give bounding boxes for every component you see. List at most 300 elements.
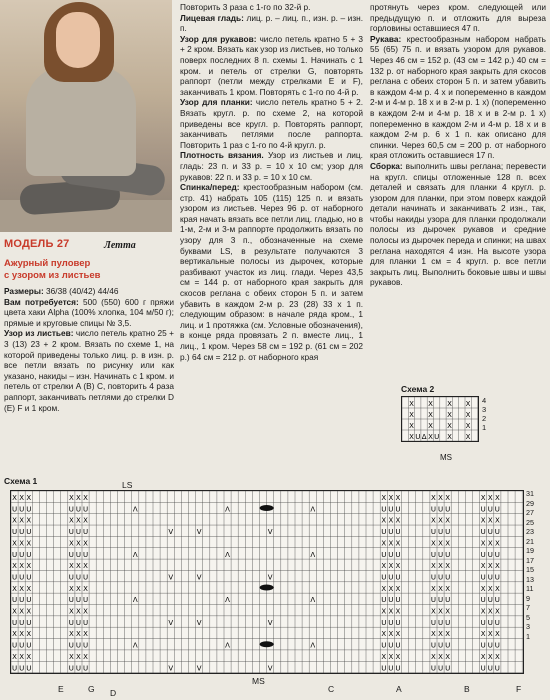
chart-symbol: X — [395, 607, 401, 616]
chart-symbol: X — [487, 607, 493, 616]
chart-symbol: U — [434, 433, 440, 441]
chart-symbol: U — [395, 596, 401, 605]
chart-symbol: U — [437, 596, 444, 605]
chart-symbol: X — [76, 562, 81, 571]
chart-symbol: X — [438, 584, 443, 593]
chart-symbol: U — [395, 618, 401, 627]
arrow-label-c: C — [328, 684, 335, 694]
chart-symbol: X — [487, 562, 493, 571]
paragraph: Плотность вязания. Узор из листьев и лиц. гладь: 23 п. и 33 р. = 10 x 10 см; узор для рукавов: 22 п. и 33 р. = 10 x 10 см. — [180, 150, 363, 182]
chart-symbol: U — [75, 664, 82, 673]
chart-symbol: X — [388, 516, 394, 525]
chart-symbol: U — [494, 641, 500, 650]
chart-symbol: U — [19, 505, 25, 514]
chart-symbol: U — [494, 505, 500, 514]
chart-symbol: X — [68, 630, 74, 639]
text-column-1 — [4, 286, 174, 413]
chart-symbol: U — [68, 664, 74, 673]
chart-symbol: U — [75, 550, 82, 559]
paragraph: Узор для рукавов: число петель кратно 5 + 3 + 2 кром. Вязать как узор из листьев, но только поверх последних 8 п. схемы 1. Начинать с 1 кром. и петель от стрелки G, повторять раппорт (петли между стрелками E и F), заканчивать 1 кром. Повторять с 1-го по 4-й р. — [180, 33, 363, 97]
chart-symbol: U — [11, 618, 18, 627]
model-title: МОДЕЛЬ 27 — [4, 238, 70, 250]
chart-symbol: X — [381, 562, 387, 571]
chart-symbol: X — [431, 652, 436, 661]
chart-symbol: U — [430, 550, 437, 559]
chart-symbol: U — [11, 550, 18, 559]
scheme-2-ms-label: MS — [440, 453, 452, 462]
chart-symbol: X — [465, 411, 471, 419]
chart-symbol: U — [388, 618, 394, 627]
chart-symbol: X — [76, 652, 81, 661]
chart-symbol: X — [480, 630, 486, 639]
chart-symbol: U — [480, 505, 486, 514]
chart-symbol: U — [68, 641, 74, 650]
chart-symbol: X — [438, 652, 443, 661]
paragraph: Рукава: крестообразным набором набрать 55 (65) 75 п. и вязать узором для рукавов. Через 46 см = 152 р. (43 см = 142 р.) 40 см = 132 р. от наборного края закрыть для скосов реглана с обеих сторон 5 п. и затем убавить в каждом 4-м р. 4 x и попеременно в каждом 2-м и 4-м р. 18 x и в 2-м р. 1 x) (попеременно в каждом 2-м и 4-м р. 18 x и в 2-м р. 1 x) попеременно в каждом 2-м и 4-м р. 18 x и в каждом 2-м р. 6 x 1 п. как описано для спинки. Через 60,5 см = 200 р. от наборного края отложить оставшиеся 17 п. — [370, 33, 546, 161]
chart-symbol: U — [75, 573, 82, 582]
row-number: 31 — [526, 489, 534, 498]
arrow-label-b: B — [464, 684, 470, 694]
chart-symbol: X — [494, 652, 500, 661]
chart-symbol: X — [431, 516, 436, 525]
chart-symbol: U — [430, 528, 437, 537]
chart-symbol: X — [12, 630, 17, 639]
chart-symbol: X — [68, 516, 74, 525]
chart-symbol: U — [68, 573, 74, 582]
chart-symbol: U — [68, 528, 74, 537]
chart-symbol: U — [395, 528, 401, 537]
chart-bobble — [260, 505, 274, 511]
chart-symbol: V — [168, 664, 174, 673]
chart-symbol: X — [487, 630, 493, 639]
arrow-label-d: D — [110, 688, 117, 698]
ls-label: LS — [122, 480, 133, 490]
chart-symbol: U — [388, 664, 394, 673]
chart-symbol: X — [12, 652, 17, 661]
chart-symbol: U — [494, 618, 500, 627]
text-column-2 — [180, 2, 363, 362]
chart-symbol: X — [494, 562, 500, 571]
chart-symbol: U — [480, 573, 486, 582]
chart-symbol: X — [83, 539, 88, 548]
chart-symbol: U — [480, 641, 486, 650]
chart-symbol: U — [395, 641, 401, 650]
chart-symbol: X — [76, 607, 81, 616]
chart-symbol: Λ — [132, 505, 138, 514]
subtitle — [4, 258, 124, 281]
chart-symbol: Λ — [225, 596, 230, 605]
paragraph: Узор для планки: число петель кратно 5 + 2. Вязать кругл. р. по схеме 2, на которой приведены все кругл. р. Повторять раппорт, заканчивать петлями после раппорта. Повторить 1 раз с 1-го по 4-й кругл. р. — [180, 97, 363, 150]
chart-symbol: X — [388, 630, 394, 639]
subtitle-line-2: с узором из листьев — [4, 269, 101, 281]
chart-symbol: X — [19, 516, 25, 525]
chart-symbol: V — [267, 618, 273, 627]
chart-symbol: X — [438, 607, 443, 616]
chart-symbol: X — [26, 630, 32, 639]
chart-symbol: U — [480, 664, 486, 673]
chart-symbol: X — [494, 607, 500, 616]
chart-symbol: X — [445, 584, 451, 593]
row-number: 17 — [526, 555, 534, 565]
chart-symbol: X — [445, 607, 451, 616]
chart-symbol: U — [75, 618, 82, 627]
chart-symbol: U — [437, 664, 444, 673]
paragraph: протянуть через кром. следующей или предыдущую п. и отложить для выреза горловины оставшиеся 47 п. — [370, 2, 546, 34]
chart-symbol: V — [267, 528, 273, 537]
chart-symbol: U — [430, 618, 437, 627]
chart-symbol: V — [196, 528, 202, 537]
chart-bobble — [260, 584, 274, 590]
chart-symbol: X — [26, 539, 32, 548]
chart-symbol: X — [445, 562, 451, 571]
scheme-1-title: Схема 1 — [4, 476, 38, 486]
chart-symbol: X — [19, 652, 25, 661]
chart-symbol: U — [480, 550, 486, 559]
chart-symbol: X — [480, 607, 486, 616]
paragraph: Размеры: 36/38 (40/42) 44/46 — [4, 286, 119, 296]
chart-symbol: X — [487, 494, 493, 502]
chart-symbol: U — [437, 618, 444, 627]
chart-symbol: X — [445, 494, 451, 502]
chart-symbol: X — [395, 516, 401, 525]
row-number: 25 — [526, 517, 534, 527]
chart-symbol: U — [381, 618, 387, 627]
arrow-label-e: E — [58, 684, 64, 694]
paragraph: Лицевая гладь: лиц. р. – лиц. п., изн. р. – изн. п. — [180, 12, 364, 34]
chart-symbol: X — [431, 584, 436, 593]
chart-symbol: U — [437, 505, 444, 514]
chart-symbol: X — [388, 584, 394, 593]
chart-symbol: X — [388, 494, 394, 502]
chart-symbol: X — [19, 494, 25, 502]
chart-symbol: U — [445, 641, 451, 650]
chart-symbol: X — [438, 494, 443, 502]
chart-symbol: X — [76, 539, 81, 548]
chart-symbol: U — [381, 596, 387, 605]
chart-symbol: X — [83, 630, 88, 639]
chart-symbol: V — [168, 528, 174, 537]
scheme-1-grid — [10, 490, 524, 674]
chart-symbol: U — [11, 505, 18, 514]
chart-symbol: V — [168, 618, 174, 627]
chart-symbol: X — [26, 652, 32, 661]
chart-symbol: X — [19, 562, 25, 571]
chart-symbol: X — [83, 562, 88, 571]
chart-symbol: X — [12, 584, 17, 593]
chart-symbol: U — [19, 596, 25, 605]
chart-symbol: X — [68, 584, 74, 593]
chart-symbol: X — [12, 494, 17, 502]
chart-symbol: X — [428, 411, 433, 419]
chart-symbol: X — [447, 422, 452, 430]
chart-symbol: U — [11, 573, 18, 582]
chart-symbol: X — [68, 607, 74, 616]
chart-symbol: X — [381, 516, 387, 525]
chart-symbol: U — [68, 550, 74, 559]
chart-symbol: U — [487, 596, 493, 605]
chart-symbol: U — [487, 641, 493, 650]
row-number: 1 — [526, 631, 530, 641]
chart-symbol: X — [409, 400, 414, 408]
chart-symbol: X — [465, 400, 471, 408]
chart-symbol: U — [437, 573, 444, 582]
chart-symbol: U — [26, 641, 32, 650]
chart-symbol: U — [82, 664, 89, 673]
chart-symbol: U — [82, 505, 89, 514]
text-column-3 — [370, 2, 546, 288]
chart-symbol: X — [445, 539, 451, 548]
chart-symbol: U — [75, 641, 82, 650]
chart-symbol: X — [76, 516, 81, 525]
chart-symbol: U — [494, 573, 500, 582]
chart-symbol: X — [83, 516, 88, 525]
chart-symbol: U — [487, 573, 493, 582]
chart-symbol: X — [480, 584, 486, 593]
chart-symbol: X — [395, 630, 401, 639]
chart-symbol: U — [445, 596, 451, 605]
chart-symbol: X — [465, 433, 471, 441]
chart-symbol: U — [26, 573, 32, 582]
chart-symbol: X — [83, 584, 88, 593]
chart-symbol: X — [83, 494, 88, 502]
chart-symbol: U — [430, 664, 437, 673]
chart-symbol: X — [395, 494, 401, 502]
chart-symbol: X — [26, 562, 32, 571]
chart-bobble — [260, 641, 274, 647]
chart-symbol: X — [409, 433, 414, 441]
chart-symbol: X — [388, 562, 394, 571]
paragraph: Спинка/перед: крестообразным набором (см. стр. 41) набрать 105 (115) 125 п. и вязать узором из листьев. Через 96 р. от наборного края начать вязать все петли лиц. гладью, но в 1-м, 2-м и 3-м раппорте продолжить вязать по узору для 3 п., обозначенные на схеме буквами LS, в результате получаются 3 вертикальные полосы из дырочек, которые разбивают участок из лиц. глади. Через 43,5 см = 144 р. от наборного края закрыть для скосов реглана с обеих сторон 5 п. и затем убавить в каждом 2-м р. 23 (28) 33 x 1 п. следующим образом: в начале ряда кром., 1 лиц. и 1 протяжка (см. Условные обозначения), в конце ряда провязать 2 п. вместе лиц., 1 лиц., 1 кром. Через 58 см = 192 р. (61 см = 202 р.) 64 см = 212 р. от наборного края — [180, 182, 363, 362]
chart-symbol: X — [438, 562, 443, 571]
chart-symbol: X — [68, 562, 74, 571]
chart-symbol: U — [480, 596, 486, 605]
chart-symbol: U — [437, 641, 444, 650]
row-number: 27 — [526, 508, 534, 517]
chart-symbol: X — [26, 494, 32, 502]
chart-symbol: X — [68, 494, 74, 502]
chart-symbol: U — [430, 573, 437, 582]
chart-symbol: U — [480, 528, 486, 537]
chart-symbol: X — [395, 652, 401, 661]
chart-symbol: U — [75, 596, 82, 605]
chart-symbol: U — [381, 573, 387, 582]
chart-symbol: X — [12, 539, 17, 548]
chart-symbol: V — [196, 618, 202, 627]
chart-symbol: X — [428, 422, 433, 430]
chart-symbol: Λ — [132, 596, 138, 605]
chart-symbol: X — [381, 539, 387, 548]
row-number: 3 — [482, 405, 487, 414]
chart-symbol: X — [76, 630, 81, 639]
chart-symbol: X — [494, 539, 500, 548]
row-number: 2 — [482, 414, 487, 423]
chart-symbol: X — [26, 584, 32, 593]
scheme-2-title: Схема 2 — [401, 384, 435, 394]
chart-symbol: U — [395, 505, 401, 514]
chart-symbol: U — [395, 550, 401, 559]
chart-symbol: U — [82, 618, 89, 627]
chart-symbol: U — [75, 528, 82, 537]
chart-symbol: U — [19, 618, 25, 627]
chart-symbol: U — [388, 573, 394, 582]
chart-symbol: X — [68, 539, 74, 548]
chart-symbol: X — [395, 562, 401, 571]
chart-symbol: X — [19, 607, 25, 616]
chart-symbol: U — [494, 528, 500, 537]
chart-symbol: X — [388, 607, 394, 616]
chart-symbol: X — [388, 652, 394, 661]
scheme-2-row-numbers — [482, 396, 486, 432]
chart-symbol: U — [82, 528, 89, 537]
chart-symbol: U — [487, 505, 493, 514]
chart-symbol: Λ — [310, 596, 316, 605]
chart-symbol: U — [430, 505, 437, 514]
chart-symbol: U — [388, 596, 394, 605]
chart-symbol: X — [494, 494, 500, 502]
chart-symbol: U — [487, 550, 493, 559]
chart-symbol: U — [19, 550, 25, 559]
chart-symbol: Λ — [310, 550, 316, 559]
chart-symbol: X — [487, 584, 493, 593]
chart-symbol: X — [447, 400, 452, 408]
chart-symbol: U — [11, 664, 18, 673]
chart-symbol: Λ — [225, 641, 230, 650]
chart-symbol: X — [447, 433, 452, 441]
chart-symbol: U — [494, 596, 500, 605]
chart-symbol: U — [494, 550, 500, 559]
row-number: 21 — [526, 536, 534, 546]
chart-symbol: U — [68, 505, 74, 514]
chart-symbol: X — [388, 539, 394, 548]
chart-symbol: X — [428, 400, 433, 408]
paragraph: Узор из листьев: число петель кратно 25 + 3 (13) 23 + 2 кром. Вязать по схеме 1, на которой приведены только лиц. р. в изн. р. все петли вязать по рисунку или как указано, накиды – изн. Начинать с 1 кром. и петель от стрелки A (B) C, повторить 4 раза раппорт, заканчивать петлями до стрелки D (E) F и 1 кром. — [4, 328, 174, 413]
chart-symbol: U — [487, 528, 493, 537]
chart-symbol: Λ — [225, 550, 230, 559]
chart-symbol: X — [445, 652, 451, 661]
chart-symbol: U — [388, 528, 394, 537]
chart-symbol: X — [438, 539, 443, 548]
chart-symbol: X — [480, 562, 486, 571]
chart-symbol: U — [26, 550, 32, 559]
chart-symbol: U — [494, 664, 500, 673]
chart-symbol: X — [83, 652, 88, 661]
row-number: 11 — [526, 584, 534, 593]
chart-symbol: X — [381, 494, 387, 502]
chart-symbol: U — [11, 641, 18, 650]
chart-symbol: X — [431, 494, 436, 502]
row-number: 5 — [526, 612, 530, 622]
row-number: 4 — [482, 396, 487, 405]
chart-symbol: Λ — [132, 550, 138, 559]
chart-symbol: U — [26, 618, 32, 627]
chart-symbol: U — [26, 664, 32, 673]
ms-label: MS — [252, 676, 265, 686]
chart-symbol: V — [168, 573, 174, 582]
chart-symbol: X — [480, 516, 486, 525]
row-number: 15 — [526, 565, 534, 574]
row-number: 7 — [526, 603, 530, 612]
row-number: 29 — [526, 498, 534, 508]
chart-symbol: X — [381, 607, 387, 616]
chart-symbol: Λ — [310, 505, 316, 514]
chart-symbol: X — [12, 562, 17, 571]
chart-symbol: U — [480, 618, 486, 627]
chart-symbol: X — [26, 607, 32, 616]
chart-symbol: Λ — [225, 505, 230, 514]
chart-symbol: U — [430, 641, 437, 650]
chart-symbol: X — [431, 630, 436, 639]
chart-symbol: U — [82, 641, 89, 650]
chart-symbol: X — [76, 584, 81, 593]
chart-symbol: U — [26, 596, 32, 605]
chart-symbol: X — [381, 652, 387, 661]
chart-symbol: X — [438, 516, 443, 525]
chart-symbol: U — [388, 550, 394, 559]
chart-symbol: U — [82, 596, 89, 605]
chart-symbol: X — [428, 433, 433, 441]
chart-symbol: U — [395, 573, 401, 582]
chart-symbol: X — [12, 607, 17, 616]
chart-symbol: U — [19, 641, 25, 650]
chart-symbol: Λ — [132, 641, 138, 650]
arrow-label-a: A — [396, 684, 402, 694]
chart-symbol: U — [19, 528, 25, 537]
paragraph: Сборка: выполнить швы реглана; перевести на кругл. спицы отложенные 128 п. всех деталей и связать для планки 4 кругл. р. узором для планки, при этом поверх каждой детали начинать и заканчивать 2 изн., так, чтобы накиды узора для планки продолжали полосы из дырочек рукавов и средние полосы из дырочек переда и спинки; на швах реглана находятся 4 изн. На высоте узора для планки 1 см = 4 кругл. р. все петли закрыть лиц. Выполнить боковые швы и швы рукавов. — [370, 160, 546, 288]
paragraph: Повторить 3 раза с 1-го по 32-й р. — [180, 2, 311, 12]
row-number: 13 — [526, 574, 534, 584]
scheme-2-grid — [401, 396, 479, 442]
chart-symbol: U — [388, 505, 394, 514]
chart-symbol: U — [68, 596, 74, 605]
chart-symbol: X — [494, 630, 500, 639]
chart-symbol: U — [82, 573, 89, 582]
row-number: 3 — [526, 622, 530, 631]
chart-symbol: X — [438, 630, 443, 639]
chart-symbol: X — [494, 584, 500, 593]
chart-symbol: X — [465, 422, 471, 430]
chart-symbol: X — [19, 630, 25, 639]
chart-symbol: Λ — [310, 641, 316, 650]
chart-symbol: U — [75, 505, 82, 514]
chart-symbol: U — [445, 505, 451, 514]
chart-symbol: X — [409, 411, 414, 419]
chart-symbol: U — [415, 433, 421, 441]
chart-symbol: X — [431, 562, 436, 571]
chart-symbol: U — [381, 664, 387, 673]
row-number: 9 — [526, 593, 530, 603]
chart-symbol: X — [494, 516, 500, 525]
chart-symbol: X — [68, 652, 74, 661]
chart-symbol: X — [480, 539, 486, 548]
chart-symbol: X — [431, 539, 436, 548]
chart-symbol: U — [19, 573, 25, 582]
model-photo — [0, 0, 172, 232]
chart-symbol: X — [395, 539, 401, 548]
chart-symbol: U — [82, 550, 89, 559]
chart-symbol: V — [196, 573, 202, 582]
chart-symbol: U — [11, 596, 18, 605]
chart-symbol: U — [445, 618, 451, 627]
chart-symbol: X — [445, 516, 451, 525]
chart-symbol: U — [388, 641, 394, 650]
chart-symbol: X — [409, 422, 414, 430]
chart-symbol: U — [430, 596, 437, 605]
scheme-1-row-numbers — [526, 489, 534, 641]
chart-symbol: U — [487, 664, 493, 673]
chart-symbol: U — [445, 528, 451, 537]
chart-symbol: X — [480, 652, 486, 661]
chart-symbol: X — [12, 516, 17, 525]
